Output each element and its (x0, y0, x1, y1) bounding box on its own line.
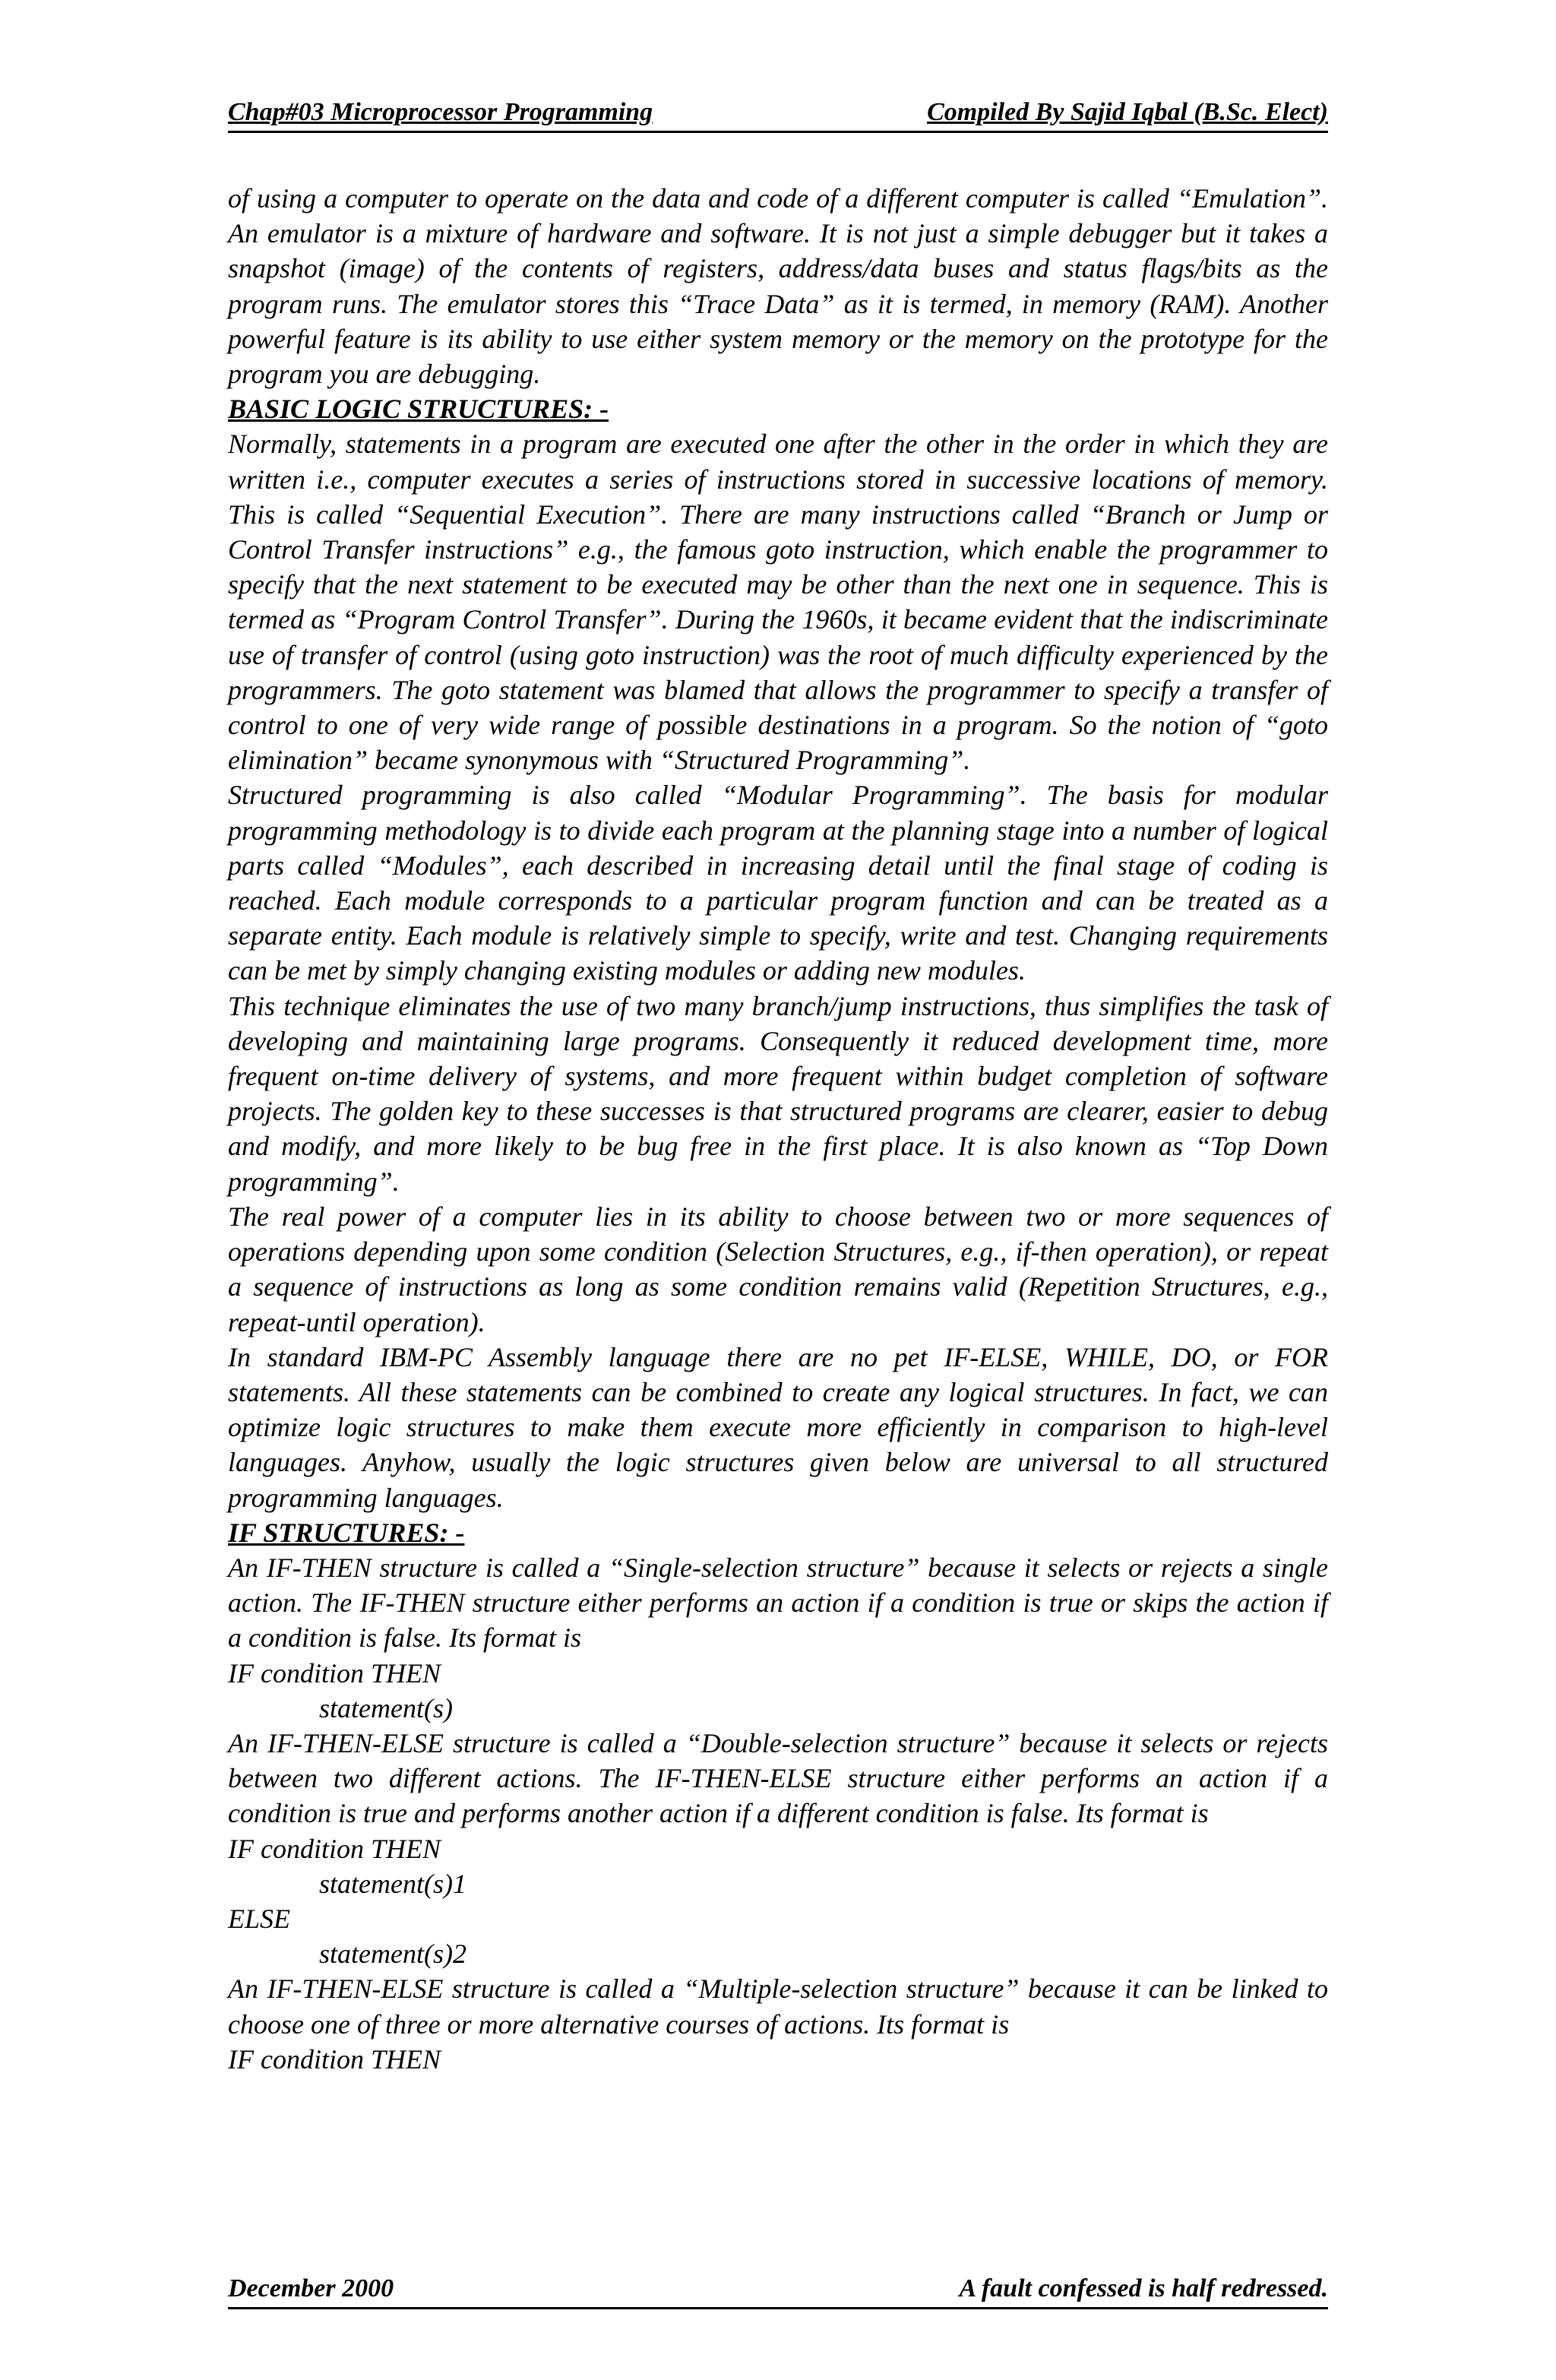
paragraph-emulation: of using a computer to operate on the data and code of a different computer is called “Emulation”. An emulator is a mixture of hardware and software. It is not just a simple debugger but it takes a snapshot (image) of the contents of registers, address/data buses and status flags/bits as the program runs. The emulator stores this “Trace Data” as it is termed, in memory (RAM). Another powerful feature is its ability to use either system memory or the memory on the prototype for the program you are debugging. (228, 183, 1328, 390)
heading-basic-logic-structures: BASIC LOGIC STRUCTURES: - (228, 394, 609, 425)
footer-date: December 2000 (228, 2274, 394, 2302)
page-body (228, 181, 1328, 2077)
header-chapter-title: Chap#03 Microprocessor Programming (228, 98, 653, 126)
paragraph-if-then-else: An IF-THEN-ELSE structure is called a “Double-selection structure” because it selects or rejects between two different actions. The IF-THEN-ELSE structure either performs an action if a condition is true and performs another action if a different condition is false. Its format is (228, 1727, 1328, 1829)
code-line: ELSE (228, 1903, 291, 1934)
footer-proverb: A fault confessed is half redressed. (959, 2274, 1328, 2302)
code-line-indented: statement(s) (319, 1692, 453, 1723)
code-line: IF condition THEN (228, 1833, 441, 1864)
paragraph-technique-benefits: This technique eliminates the use of two many branch/jump instructions, thus simplifies the task of developing and maintaining large programs. Consequently it reduced development time, more frequent on-time delivery of systems, and more frequent within budget completion of software projects. The golden key to these successes is that structured programs are clearer, easier to debug and modify, and more likely to be bug free in the first place. It is also known as “Top Down programming”. (228, 990, 1328, 1197)
code-line: IF condition THEN (228, 2043, 441, 2075)
document-page (228, 0, 1328, 2380)
code-line: IF condition THEN (228, 1657, 441, 1688)
paragraph-if-then: An IF-THEN structure is called a “Single-selection structure” because it selects or rejects a single action. The IF-THEN structure either performs an action if a condition is true or skips the action if a condition is false. Its format is (228, 1552, 1328, 1654)
code-line-indented: statement(s)1 (319, 1868, 466, 1899)
paragraph-multiple-selection: An IF-THEN-ELSE structure is called a “Multiple-selection structure” because it can be linked to choose one of three or more alternative courses of actions. Its format is (228, 1973, 1328, 2040)
paragraph-sequential-execution: Normally, statements in a program are executed one after the other in the order in which they are written i.e., computer executes a series of instructions stored in successive locations of memory. This is called “Sequential Execution”. There are many instructions called “Branch or Jump or Control Transfer instructions” e.g., the famous goto instruction, which enable the programmer to specify that the next statement to be executed may be other than the next one in sequence. This is termed as “Program Control Transfer”. During the 1960s, it became evident that the indiscriminate use of transfer of control (using goto instruction) was the root of much difficulty experienced by the programmers. The goto statement was blamed that allows the programmer to specify a transfer of control to one of very wide range of possible destinations in a program. So the notion of “goto elimination” became synonymous with “Structured Programming”. (228, 429, 1328, 776)
code-line-indented: statement(s)2 (319, 1938, 466, 1970)
paragraph-modular-programming: Structured programming is also called “Modular Programming”. The basis for modular programming methodology is to divide each program at the planning stage into a number of logical parts called “Modules”, each described in increasing detail until the final stage of coding is reached. Each module corresponds to a particular program function and can be treated as a separate entity. Each module is relatively simple to specify, write and test. Changing requirements can be met by simply changing existing modules or adding new modules. (228, 780, 1328, 986)
paragraph-assembly-language: In standard IBM-PC Assembly language there are no pet IF-ELSE, WHILE, DO, or FOR statements. All these statements can be combined to create any logical structures. In fact, we can optimize logic structures to make them execute more efficiently in comparison to high-level languages. Anyhow, usually the logic structures given below are universal to all structured programming languages. (228, 1341, 1328, 1513)
page-header (228, 94, 1328, 133)
heading-if-structures: IF STRUCTURES: - (228, 1517, 465, 1548)
page-footer (228, 2271, 1328, 2309)
paragraph-computer-power: The real power of a computer lies in its ability to choose between two or more sequences of operations depending upon some condition (Selection Structures, e.g., if-then operation), or repeat a sequence of instructions as long as some condition remains valid (Repetition Structures, e.g., repeat-until operation). (228, 1201, 1328, 1337)
header-compiler-credit: Compiled By Sajid Iqbal (B.Sc. Elect) (927, 98, 1328, 126)
